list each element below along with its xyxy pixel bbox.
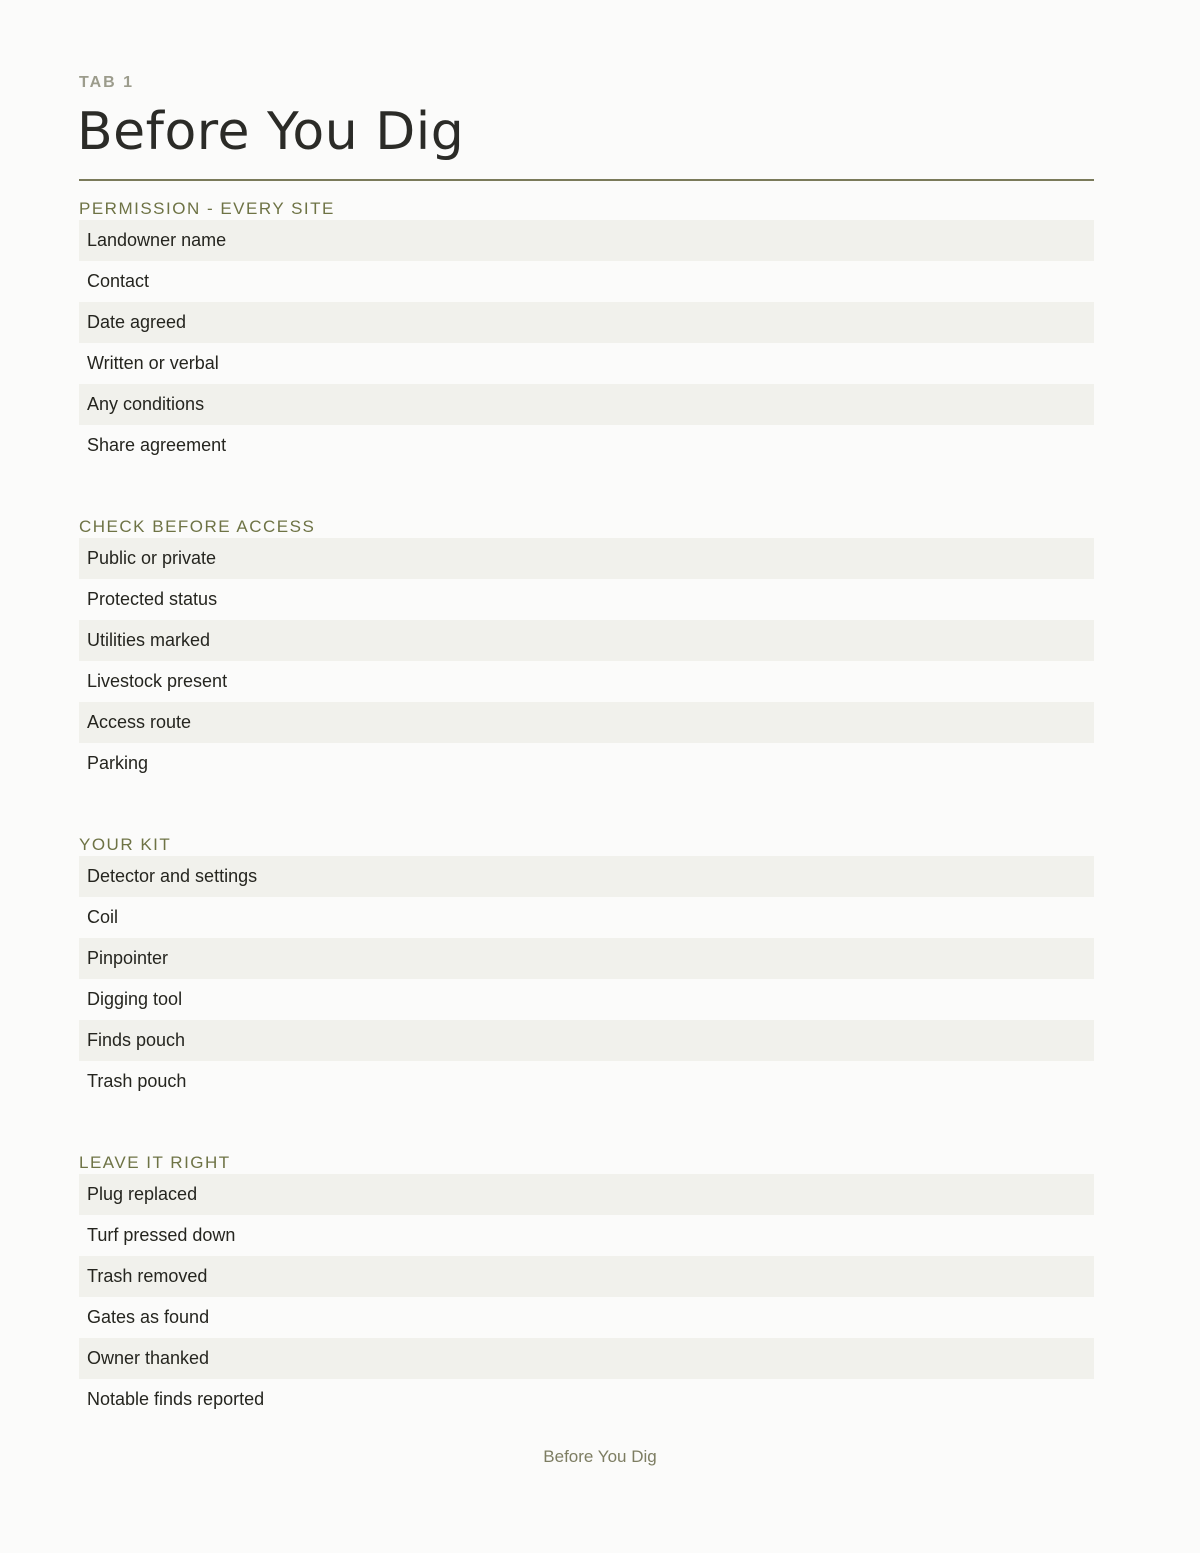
checklist-row: Livestock present <box>87 671 228 691</box>
section-check-before-access <box>79 516 1094 784</box>
checklist-row: Turf pressed down <box>87 1225 236 1245</box>
checklist-row: Contact <box>87 271 150 291</box>
checklist-row: Landowner name <box>79 220 1094 261</box>
section-heading: LEAVE IT RIGHT <box>79 1153 231 1172</box>
checklist-row: Coil <box>87 907 119 927</box>
checklist-row: Utilities marked <box>79 620 1094 661</box>
checklist-row: Finds pouch <box>79 1020 1094 1061</box>
section-permission <box>79 198 1094 466</box>
section-your-kit <box>79 834 1094 1102</box>
checklist-row: Digging tool <box>87 989 183 1009</box>
checklist-row: Any conditions <box>79 384 1094 425</box>
checklist-sections <box>79 198 1094 1470</box>
section-heading: CHECK BEFORE ACCESS <box>79 517 316 536</box>
checklist-row: Date agreed <box>79 302 1094 343</box>
checklist-row: Trash removed <box>79 1256 1094 1297</box>
checklist-row: Written or verbal <box>87 353 219 373</box>
checklist-row: Gates as found <box>87 1307 210 1327</box>
checklist-row: Plug replaced <box>79 1174 1094 1215</box>
checklist-row: Protected status <box>87 589 218 609</box>
page-title: Before You Dig <box>77 102 465 162</box>
section-heading: YOUR KIT <box>79 835 172 854</box>
checklist-row: Detector and settings <box>79 856 1094 897</box>
section-leave-it-right <box>79 1152 1094 1420</box>
checklist-row: Pinpointer <box>79 938 1094 979</box>
checklist-row: Access route <box>79 702 1094 743</box>
tab-label: TAB 1 <box>79 74 135 91</box>
checklist-row: Public or private <box>79 538 1094 579</box>
page-footer: Before You Dig <box>543 1447 657 1466</box>
title-divider <box>79 179 1094 181</box>
checklist-row: Parking <box>87 753 149 773</box>
checklist-row: Notable finds reported <box>87 1389 265 1409</box>
checklist-row: Owner thanked <box>79 1338 1094 1379</box>
checklist-row: Share agreement <box>87 435 227 455</box>
checklist-row: Trash pouch <box>87 1071 187 1091</box>
section-heading: PERMISSION - EVERY SITE <box>79 199 335 218</box>
